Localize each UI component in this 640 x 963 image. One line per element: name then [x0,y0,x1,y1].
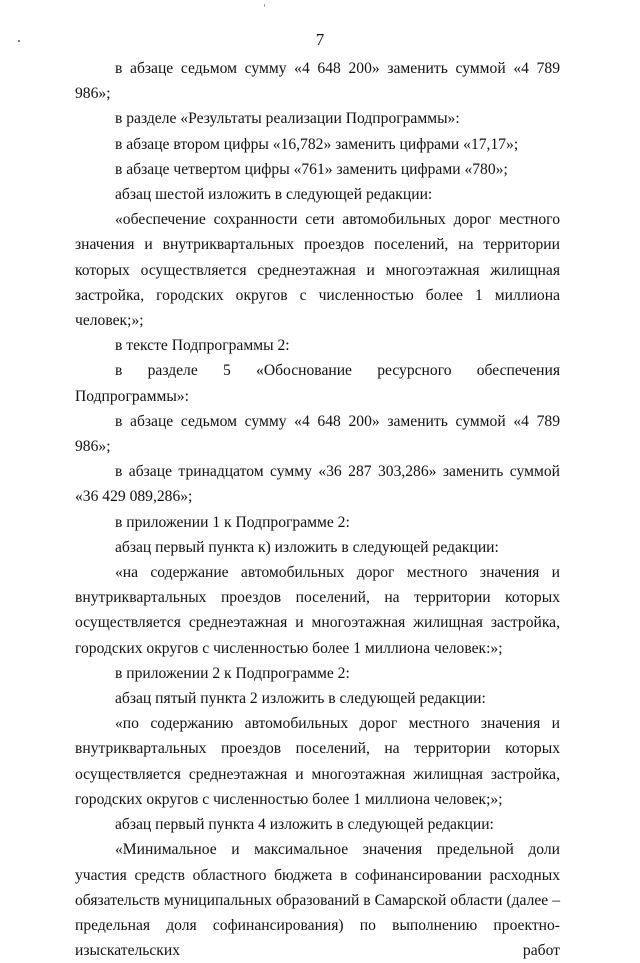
paragraph: «на содержание автомобильных дорог местного значения и внутриквартальных проездов поселений, на территории которых осуществляется среднеэтажная и многоэтажная жилищная застройка, городских округов с численностью более 1 миллиона человек:»; [75,564,560,657]
paragraph: абзац шестой изложить в следующей редакции: [115,186,433,204]
paragraph: в абзаце седьмом сумму «4 648 200» заменить суммой «4 789 986»; [75,412,560,456]
paragraph: абзац первый пункта 4 изложить в следующей редакции: [115,816,494,834]
scan-artifact-mark [264,4,265,7]
document-body [75,56,560,963]
paragraph: в абзаце тринадцатом сумму «36 287 303,286» заменить суммой «36 429 089,286»; [75,463,560,506]
paragraph: в абзаце седьмом сумму «4 648 200» заменить суммой «4 789 986»; [75,60,560,103]
paragraph: абзац пятый пункта 2 изложить в следующей редакции: [115,690,486,708]
paragraph: в тексте Подпрограммы 2: [115,337,290,355]
paragraph: в абзаце четвертом цифры «761» заменить цифрами «780»; [115,160,508,178]
paragraph: в приложении 2 к Подпрограмме 2: [115,664,350,682]
paragraph: в разделе 5 «Обоснование ресурсного обеспечения Подпрограммы»: [75,362,560,405]
page-number: 7 [315,30,325,49]
paragraph: «обеспечение сохранности сети автомобильных дорог местного значения и внутриквартальных проездов поселений, на территории которых осуществляется среднеэтажная и многоэтажная жилищная застройка, городских округов с численностью более 1 миллиона человек;»; [75,211,560,330]
paragraph: абзац первый пункта к) изложить в следующей редакции: [115,538,499,556]
paragraph: в абзаце втором цифры «16,782» заменить цифрами «17,17»; [115,135,519,153]
paragraph: «Минимальное и максимальное значения предельной доли участия средств областного бюджета в софинансировании расходных обязательств муниципальных образований в Самарской области (далее – предельная доля софинансирования) по выполнению проектно-изыскательских работ [75,841,560,960]
paragraph: в разделе «Результаты реализации Подпрограммы»: [115,110,460,128]
paragraph: в приложении 1 к Подпрограмме 2: [115,513,350,531]
paragraph: «по содержанию автомобильных дорог местного значения и внутриквартальных проездов поселений, на территории которых осуществляется среднеэтажная и многоэтажная жилищная застройка, городских округов с численностью более 1 миллиона человек;»; [75,715,560,808]
